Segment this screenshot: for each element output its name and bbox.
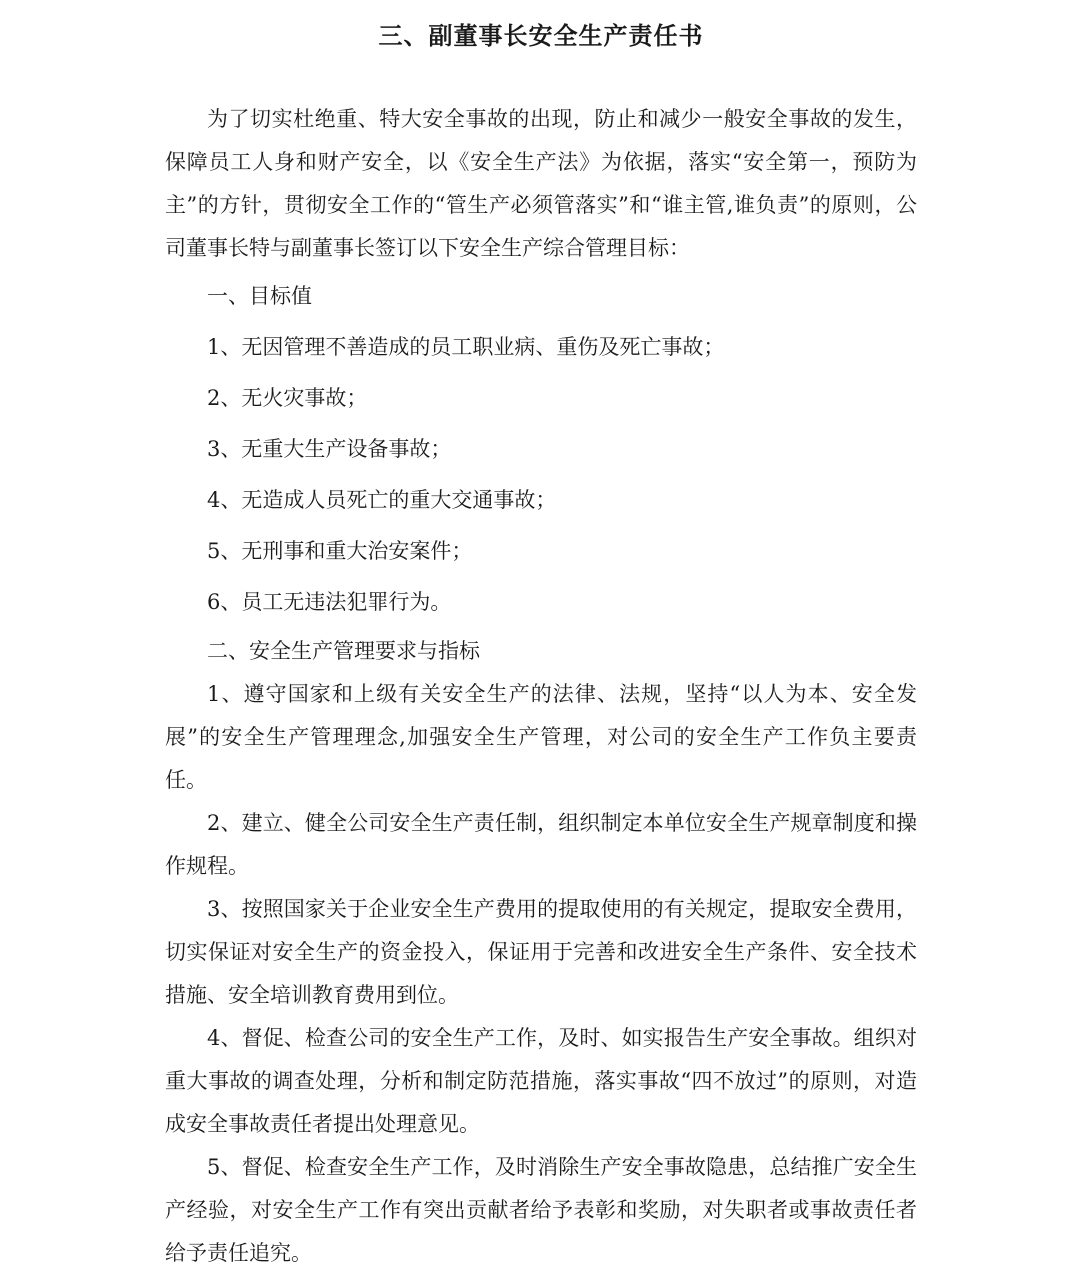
intro-paragraph: 为了切实杜绝重、特大安全事故的出现，防止和减少一般安全事故的发生，保障员工人身和财产安全，以《安全生产法》为依据，落实“安全第一，预防为主”的方针，贯彻安全工作的“管生产必须管落实”和“谁主管,谁负责”的原则，公司董事长特与副董事长签订以下安全生产综合管理目标：	[165, 107, 917, 260]
requirement-item: 1、遵守国家和上级有关安全生产的法律、法规，坚持“以人为本、安全发展”的安全生产管理理念,加强安全生产管理，对公司的安全生产工作负主要责任。	[165, 682, 917, 792]
document-page	[165, 0, 917, 1275]
requirement-item: 3、按照国家关于企业安全生产费用的提取使用的有关规定，提取安全费用，切实保证对安全生产的资金投入，保证用于完善和改进安全生产条件、安全技术措施、安全培训教育费用到位。	[165, 897, 917, 1007]
section-heading-requirements: 二、安全生产管理要求与指标	[207, 639, 480, 663]
section-heading-targets: 一、目标值	[207, 284, 312, 308]
requirement-item: 2、建立、健全公司安全生产责任制，组织制定本单位安全生产规章制度和操作规程。	[165, 811, 917, 878]
requirement-item: 4、督促、检查公司的安全生产工作，及时、如实报告生产安全事故。组织对重大事故的调查处理，分析和制定防范措施，落实事故“四不放过”的原则，对造成安全事故责任者提出处理意见。	[165, 1026, 917, 1136]
document-title: 三、副董事长安全生产责任书	[378, 21, 704, 50]
target-item: 1、无因管理不善造成的员工职业病、重伤及死亡事故；	[207, 335, 725, 359]
requirement-item: 5、督促、检查安全生产工作，及时消除生产安全事故隐患，总结推广安全生产经验，对安全生产工作有突出贡献者给予表彰和奖励，对失职者或事故责任者给予责任追究。	[165, 1155, 917, 1265]
target-item: 6、员工无违法犯罪行为。	[207, 590, 452, 614]
target-item: 5、无刑事和重大治安案件；	[207, 539, 473, 563]
target-item: 2、无火灾事故；	[207, 386, 368, 410]
target-item: 3、无重大生产设备事故；	[207, 437, 452, 461]
target-item: 4、无造成人员死亡的重大交通事故；	[207, 488, 557, 512]
